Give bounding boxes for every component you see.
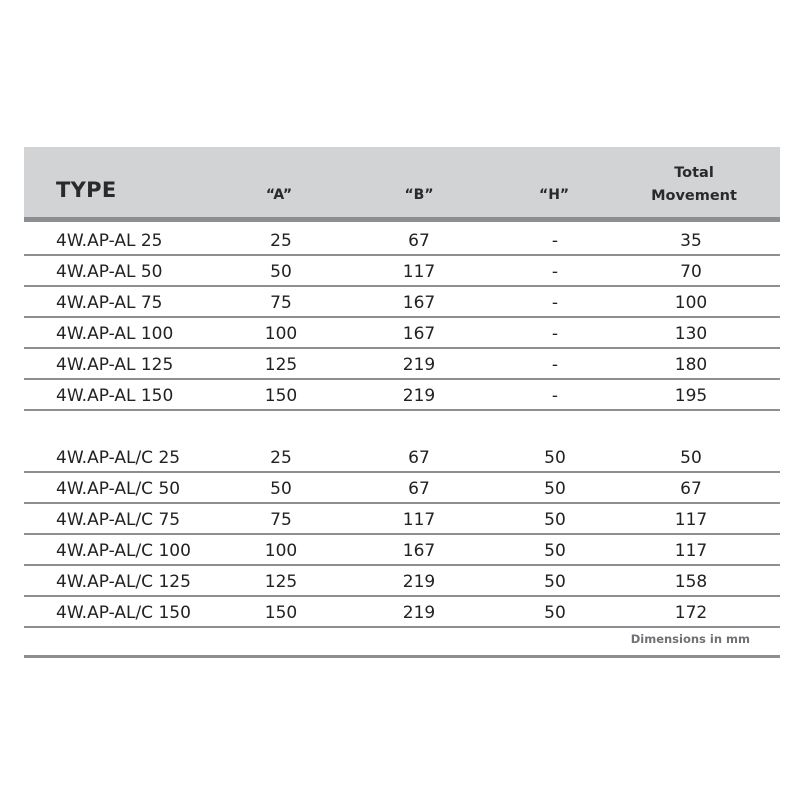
bottom-rule <box>24 655 780 658</box>
cell-type: 4W.AP-AL/C 75 <box>56 510 181 530</box>
cell-a: 50 <box>270 479 292 499</box>
cell-b: 67 <box>408 231 430 251</box>
cell-h: 50 <box>544 603 566 623</box>
table-row <box>24 349 780 380</box>
table-row <box>24 473 780 504</box>
cell-a: 50 <box>270 262 292 282</box>
table-row <box>24 287 780 318</box>
cell-type: 4W.AP-AL 150 <box>56 386 174 406</box>
table-row <box>24 380 780 411</box>
table-row <box>24 318 780 349</box>
cell-h: 50 <box>544 541 566 561</box>
cell-h: - <box>551 386 559 406</box>
cell-b: 117 <box>402 510 436 530</box>
cell-type: 4W.AP-AL/C 25 <box>56 448 181 468</box>
header-b: “B” <box>404 187 434 203</box>
cell-total-movement: 117 <box>674 541 708 561</box>
cell-total-movement: 50 <box>680 448 702 468</box>
cell-total-movement: 70 <box>680 262 702 282</box>
cell-type: 4W.AP-AL 75 <box>56 293 163 313</box>
cell-total-movement: 35 <box>680 231 702 251</box>
cell-h: - <box>551 355 559 375</box>
cell-total-movement: 130 <box>674 324 708 344</box>
cell-h: - <box>551 231 559 251</box>
header-type: TYPE <box>56 178 117 202</box>
cell-h: 50 <box>544 572 566 592</box>
cell-a: 100 <box>264 324 298 344</box>
cell-h: 50 <box>544 448 566 468</box>
cell-total-movement: 180 <box>674 355 708 375</box>
cell-h: 50 <box>544 510 566 530</box>
cell-a: 125 <box>264 572 298 592</box>
cell-b: 167 <box>402 324 436 344</box>
cell-b: 117 <box>402 262 436 282</box>
cell-b: 167 <box>402 541 436 561</box>
dimensions-footnote: Dimensions in mm <box>630 632 750 646</box>
cell-h: 50 <box>544 479 566 499</box>
cell-b: 219 <box>402 603 436 623</box>
cell-b: 219 <box>402 572 436 592</box>
cell-total-movement: 117 <box>674 510 708 530</box>
cell-a: 25 <box>270 231 292 251</box>
cell-type: 4W.AP-AL 25 <box>56 231 163 251</box>
table-row <box>24 535 780 566</box>
header-h: “H” <box>539 187 570 203</box>
table-row <box>24 442 780 473</box>
cell-total-movement: 100 <box>674 293 708 313</box>
header-total-movement <box>639 162 749 208</box>
cell-type: 4W.AP-AL 100 <box>56 324 174 344</box>
cell-a: 125 <box>264 355 298 375</box>
cell-type: 4W.AP-AL/C 100 <box>56 541 191 561</box>
cell-b: 167 <box>402 293 436 313</box>
table-row <box>24 566 780 597</box>
cell-a: 150 <box>264 603 298 623</box>
dimensions-table <box>24 147 780 646</box>
cell-type: 4W.AP-AL 125 <box>56 355 174 375</box>
cell-total-movement: 158 <box>674 572 708 592</box>
cell-type: 4W.AP-AL/C 150 <box>56 603 191 623</box>
cell-b: 219 <box>402 355 436 375</box>
cell-type: 4W.AP-AL/C 125 <box>56 572 191 592</box>
cell-b: 67 <box>408 479 430 499</box>
cell-b: 67 <box>408 448 430 468</box>
header-total-line1: Total <box>674 165 714 181</box>
cell-a: 75 <box>270 510 292 530</box>
header-total-line2: Movement <box>651 188 737 204</box>
table-row <box>24 504 780 535</box>
cell-a: 25 <box>270 448 292 468</box>
cell-a: 150 <box>264 386 298 406</box>
cell-total-movement: 195 <box>674 386 708 406</box>
cell-h: - <box>551 293 559 313</box>
cell-h: - <box>551 324 559 344</box>
cell-b: 219 <box>402 386 436 406</box>
cell-a: 100 <box>264 541 298 561</box>
cell-a: 75 <box>270 293 292 313</box>
cell-total-movement: 172 <box>674 603 708 623</box>
table-header <box>24 147 780 222</box>
cell-type: 4W.AP-AL 50 <box>56 262 163 282</box>
cell-h: - <box>551 262 559 282</box>
table-row <box>24 225 780 256</box>
cell-total-movement: 67 <box>680 479 702 499</box>
cell-type: 4W.AP-AL/C 50 <box>56 479 181 499</box>
header-a: “A” <box>265 187 293 203</box>
table-row <box>24 256 780 287</box>
table-row <box>24 597 780 628</box>
